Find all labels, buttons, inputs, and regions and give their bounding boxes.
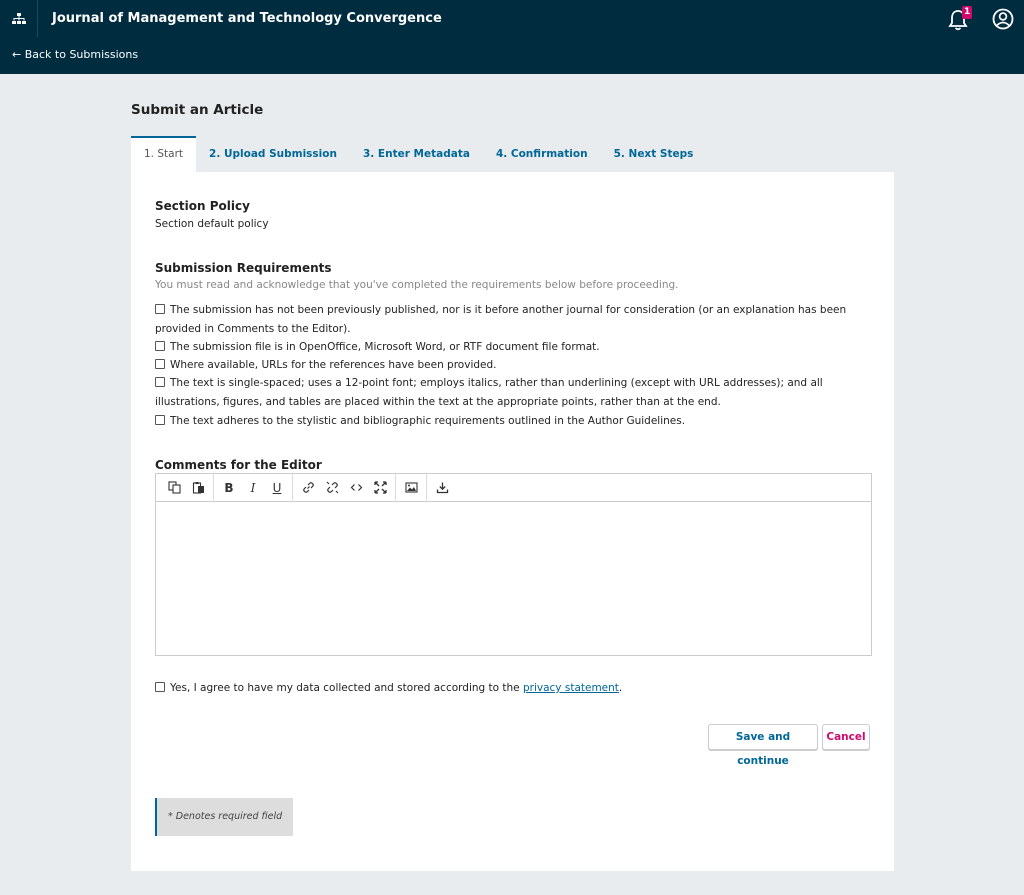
- requirement-item: The text is single-spaced; uses a 12-point font; employs italics, rather than underlining (except with URL addresses); and all illustrations, figures, and tables are placed within the text at the appropriate points, rather than at the end.: [155, 377, 823, 408]
- underline-icon[interactable]: U: [272, 480, 282, 495]
- copy-icon[interactable]: [162, 476, 186, 500]
- section-policy-heading: Section Policy: [155, 199, 250, 213]
- user-icon: [992, 8, 1014, 30]
- tab-start[interactable]: 1. Start: [131, 136, 196, 172]
- upload-icon[interactable]: [430, 476, 454, 500]
- comments-editor-body[interactable]: [156, 502, 871, 655]
- requirement-item: The submission has not been previously published, nor is it before another journal for consideration (or an explanation has been provided in Comments to the Editor).: [155, 304, 847, 335]
- top-navbar: [0, 0, 1024, 74]
- journal-title[interactable]: Journal of Management and Technology Convergence: [52, 11, 442, 26]
- paste-icon[interactable]: [186, 476, 210, 500]
- requirement-checkbox[interactable]: [155, 377, 165, 387]
- italic-icon[interactable]: I: [250, 480, 256, 495]
- link-icon[interactable]: [296, 476, 320, 500]
- required-field-note: * Denotes required field: [155, 798, 293, 836]
- requirement-checkbox[interactable]: [155, 415, 165, 425]
- requirement-checkbox[interactable]: [155, 341, 165, 351]
- save-and-continue-button[interactable]: Save and continue: [708, 724, 818, 750]
- requirement-item: The text adheres to the stylistic and bibliographic requirements outlined in the Author Guidelines.: [155, 412, 865, 431]
- sitemap-icon[interactable]: [0, 0, 38, 37]
- back-to-submissions-link[interactable]: ← Back to Submissions: [12, 48, 139, 61]
- page-title: Submit an Article: [131, 102, 264, 118]
- privacy-consent-checkbox[interactable]: [155, 682, 165, 692]
- privacy-consent: Yes, I agree to have my data collected and stored according to the privacy statement.: [155, 682, 622, 694]
- tab-upload-submission[interactable]: 2. Upload Submission: [209, 148, 337, 160]
- wizard-tabs: [131, 136, 706, 172]
- fullscreen-icon[interactable]: [368, 476, 392, 500]
- cancel-button[interactable]: Cancel: [822, 724, 870, 750]
- notification-count-badge: 1: [964, 7, 971, 17]
- tab-confirmation[interactable]: 4. Confirmation: [495, 148, 588, 160]
- bold-icon[interactable]: B: [224, 480, 234, 495]
- unlink-icon[interactable]: [320, 476, 344, 500]
- submission-form-panel: [131, 172, 894, 871]
- requirement-checkbox[interactable]: [155, 304, 165, 314]
- comments-heading: Comments for the Editor: [155, 458, 322, 472]
- editor-toolbar: [156, 474, 871, 502]
- requirements-instructions: You must read and acknowledge that you've completed the requirements below before proceeding.: [155, 279, 679, 291]
- submission-requirements-heading: Submission Requirements: [155, 261, 332, 275]
- privacy-statement-link[interactable]: privacy statement: [522, 682, 619, 694]
- code-icon[interactable]: [344, 476, 368, 500]
- requirement-checkbox[interactable]: [155, 359, 165, 369]
- tab-next-steps[interactable]: 5. Next Steps: [613, 148, 694, 160]
- comments-editor: [155, 473, 872, 656]
- user-account-button[interactable]: [992, 8, 1014, 30]
- privacy-consent-text: Yes, I agree to have my data collected and stored according to the: [170, 682, 523, 694]
- requirement-item: The submission file is in OpenOffice, Microsoft Word, or RTF document file format.: [155, 338, 865, 357]
- tab-enter-metadata[interactable]: 3. Enter Metadata: [362, 148, 470, 160]
- notifications-button[interactable]: [948, 6, 974, 32]
- section-policy-text: Section default policy: [155, 218, 269, 230]
- image-icon[interactable]: [399, 476, 423, 500]
- requirement-item: Where available, URLs for the references have been provided.: [155, 356, 865, 375]
